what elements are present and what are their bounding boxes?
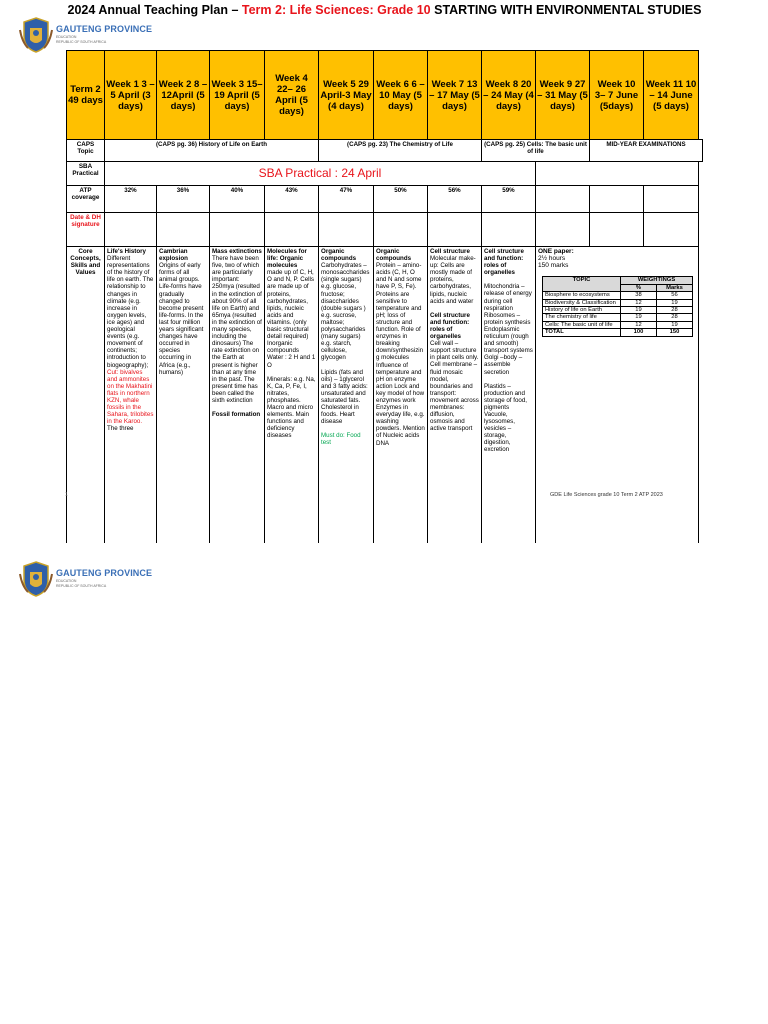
empty-cell <box>536 162 699 186</box>
week-header: Week 10 3– 7 June (5days) <box>590 51 644 140</box>
table-row: Biosphere to ecosystems 38 56 <box>543 292 693 299</box>
signature-cell[interactable] <box>157 213 210 247</box>
atp-value: 36% <box>157 186 210 213</box>
term-header: Term 2 49 days <box>67 51 105 140</box>
table-row: The chemistry of life 19 28 <box>543 314 693 321</box>
week-header: Week 11 10 – 14 June (5 days) <box>644 51 699 140</box>
week-header: Week 2 8 – 12April (5 days) <box>157 51 210 140</box>
week4-content: Molecules for life: Organic molecules made up of C, H, O and N, P. Cells are made up of proteins, carbohydrates, lipids, nucleic acids and vitamins. (only basic structural detail required) Inorganic compounds Water : 2 H and 1 O Minerals: e.g. Na, K, Ca, P, Fe, I, nitrates, phosphates. Macro and micro elements. Main functions and deficiency diseases <box>265 247 319 544</box>
table-row: TOTAL 100 150 <box>543 329 693 336</box>
atp-value: 40% <box>210 186 265 213</box>
weightings-header: WEIGHTINGS <box>621 277 693 284</box>
atp-value: 32% <box>105 186 157 213</box>
province-subtitle: EDUCATION REPUBLIC OF SOUTH AFRICA <box>56 579 107 588</box>
date-row <box>67 213 703 247</box>
empty-cell <box>536 186 590 213</box>
week3-content: Mass extinctions There have been five, two of which are particularly important: 250mya (resulted in the extinction of about 90% of all life on Earth) and 65mya (resulted in the extinction of many species, including the dinosaurs) The rate extinction on the Earth at present is higher than at any time in the past. The present time has been called the sixth extinction Fossil formation <box>210 247 265 544</box>
week-header: Week 4 22– 26 April (5 days) <box>265 51 319 140</box>
week-header: Week 5 29 April-3 May (4 days) <box>319 51 374 140</box>
percent-header: % <box>621 284 657 291</box>
coat-of-arms-icon <box>18 560 54 598</box>
page-title: 2024 Annual Teaching Plan – Term 2: Life Sciences: Grade 10 STARTING WITH ENVIRONMENTAL STUDIES <box>67 3 702 17</box>
page-marker: 1 <box>65 492 68 498</box>
week1-content: Life's History Different representations of the history of life on earth. The relationship to changes in climate (e.g. increase in oxygen levels, ice ages) and geological events (e.g. movement of continents; introduction to biogeography); Cut: bivalves and ammonites on the Makhatini flats in northern KZN, whale fossils in the Sahara, trilobites in the Karoo. The three <box>105 247 157 544</box>
province-subtitle: EDUCATION REPUBLIC OF SOUTH AFRICA <box>56 35 107 44</box>
empty-cell <box>590 186 644 213</box>
province-name: GAUTENG PROVINCE <box>56 568 153 578</box>
week2-content: Cambrian explosion Origins of early forms of all animal groups. Life-forms have gradually changed to become present life-forms. In the last four million years significant changes have occurred in species occurring in Africa (e.g., humans) <box>157 247 210 544</box>
signature-cell[interactable] <box>644 213 699 247</box>
week6-content: Organic compounds Protein – amino-acids (C, H, O and N and some have P, S, Fe). Proteins are sensitive to temperature and pH; loss of structure and function. Role of enzymes in breaking down/synthesizing molecules Influence of temperature and pH on enzyme action Lock and key model of how enzymes work Enzymes in everyday life, e.g. washing powders. Mention of Nucleic acids DNA <box>374 247 428 544</box>
atp-value: 43% <box>265 186 319 213</box>
signature-cell[interactable] <box>210 213 265 247</box>
atp-row <box>67 186 703 213</box>
week5-content: Organic compounds Carbohydrates – monosaccharides (single sugars) e.g. glucose, fructose; disaccharides (double sugars ) e.g. sucrose, maltose; polysaccharides (many sugars) e.g. starch, cellulose, glycogen Lipids (fats and oils) – 1glycerol and 3 fatty acids: unsaturated and saturated fats. Cholesterol in foods. Heart disease Must do: Food test <box>319 247 374 544</box>
atp-value: 47% <box>319 186 374 213</box>
topic-header: TOPIC <box>543 277 621 292</box>
exam-content: ONE paper: 2½ hours 150 marks TOPIC WEIGHTINGS % Marks Biosphere to ecosystems 38 56 Biodiversity & Classification 12 19 History of life on Earth 19 28 The chemistry of life 19 28 Cells: The basic unit of life 12 19 TOTAL 100 150 <box>536 247 699 544</box>
core-label: Core Concepts, Skills and Values <box>67 247 105 544</box>
footer-text: GDE Life Sciences grade 10 Term 2 ATP 2023 <box>550 492 663 498</box>
marks-header: Marks <box>657 284 693 291</box>
week-header: Week 1 3 – 5 April (3 days) <box>105 51 157 140</box>
signature-cell[interactable] <box>265 213 319 247</box>
weightings-table <box>542 276 693 336</box>
table-row: Cells: The basic unit of life 12 19 <box>543 321 693 328</box>
gauteng-logo-bottom <box>18 560 158 602</box>
signature-cell[interactable] <box>105 213 157 247</box>
week-header: Week 7 13 – 17 May (5 days) <box>428 51 482 140</box>
sba-practical: SBA Practical : 24 April <box>105 162 536 186</box>
week-header: Week 9 27 – 31 May (5 days) <box>536 51 590 140</box>
atp-table <box>66 50 703 543</box>
caps-topic: (CAPS pg. 36) History of Life on Earth <box>105 140 319 162</box>
empty-cell <box>644 186 699 213</box>
signature-cell[interactable] <box>482 213 536 247</box>
table-row: History of life on Earth 19 28 <box>543 306 693 313</box>
core-row <box>67 247 703 544</box>
signature-cell[interactable] <box>374 213 428 247</box>
sba-row <box>67 162 703 186</box>
caps-topic: (CAPS pg. 23) The Chemistry of Life <box>319 140 482 162</box>
week8-content: Cell structure and function: roles of organelles Mitochondria – release of energy during cell respiration Ribosomes – protein synthesis Endoplasmic reticulum (rough and smooth) transport systems Golgi –body – assemble secretion Plastids – production and storage of food, pigments Vacuole, lysosomes, vesicles – storage, digestion, excretion <box>482 247 536 544</box>
signature-cell[interactable] <box>590 213 644 247</box>
teaching-plan-sheet <box>66 0 703 543</box>
week-header: Week 3 15– 19 April (5 days) <box>210 51 265 140</box>
header-row <box>67 51 703 140</box>
week-header: Week 6 6 – 10 May (5 days) <box>374 51 428 140</box>
week-header: Week 8 20 – 24 May (4 days) <box>482 51 536 140</box>
atp-value: 50% <box>374 186 428 213</box>
caps-row <box>67 140 703 162</box>
signature-cell[interactable] <box>536 213 590 247</box>
caps-topic: (CAPS pg. 25) Cells: The basic unit of life <box>482 140 590 162</box>
atp-value: 59% <box>482 186 536 213</box>
signature-cell[interactable] <box>428 213 482 247</box>
caps-label: CAPS Topic <box>67 140 105 162</box>
signature-cell[interactable] <box>319 213 374 247</box>
mid-year-exams: MID-YEAR EXAMINATIONS <box>590 140 703 162</box>
date-label: Date & DH signature <box>67 213 105 247</box>
coat-of-arms-icon <box>18 16 54 54</box>
atp-value: 56% <box>428 186 482 213</box>
table-row: Biodiversity & Classification 12 19 <box>543 299 693 306</box>
week7-content: Cell structure Molecular make-up: Cells are mostly made of proteins, carbohydrates, lipids, nucleic acids and water Cell structure and function: roles of organelles Cell wall – support structure in plant cells only. Cell membrane – fluid mosaic model, boundaries and transport: movement across membranes: diffusion, osmosis and active transport <box>428 247 482 544</box>
atp-label: ATP coverage <box>67 186 105 213</box>
province-name: GAUTENG PROVINCE <box>56 24 153 34</box>
sba-label: SBA Practical <box>67 162 105 186</box>
